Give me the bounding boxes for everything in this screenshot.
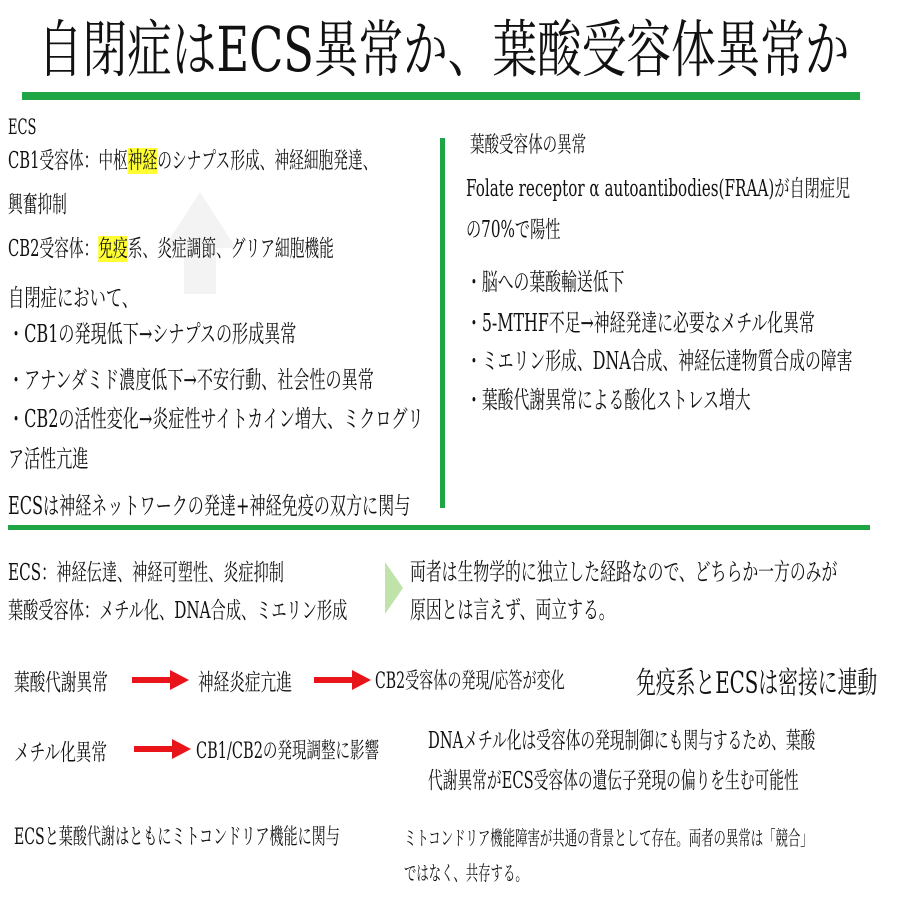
red-right-arrow-icon (132, 669, 190, 691)
methylation-note-1: DNAメチル化は受容体の発現制御にも関与するため、葉酸 (428, 728, 816, 754)
ecs-bullet-3: ・CB2の活性変化→炎症性サイトカイン増大、ミクログリ (8, 405, 424, 433)
fraa-line: Folate receptor α autoantibodies(FRAA)が自閉症児 (466, 176, 851, 202)
cb2-line (8, 230, 334, 263)
horizontal-divider (8, 525, 870, 530)
ecs-roles: ECS：神経伝達、神経可塑性、炎症抑制 (8, 560, 284, 586)
fraa-line-2: の70%で陽性 (466, 217, 561, 243)
folate-bullet-2: ・5-MTHF不足→神経発達に必要なメチル化異常 (466, 309, 815, 337)
flow-neuroinflammation: 神経炎症亢進 (198, 670, 292, 696)
right-chevron-icon (383, 560, 405, 616)
flow-folate-metabolism: 葉酸代謝異常 (14, 670, 108, 696)
cb1-prefix: CB1受容体：中枢 (8, 148, 128, 174)
mitochondria-note-2: ではなく、共存する。 (404, 861, 528, 885)
independence-line-2: 原因とは言えず、両立する。 (410, 596, 615, 624)
flow-methylation: メチル化異常 (14, 740, 108, 766)
red-right-arrow-icon (134, 738, 192, 760)
autism-intro: 自閉症において、 (8, 284, 139, 312)
methylation-note-2: 代謝異常がECS受容体の遺伝子発現の偏りを生む可能性 (428, 768, 799, 794)
cb2-highlight: 免疫 (98, 236, 128, 262)
folate-bullet-1: ・脳への葉酸輸送低下 (466, 268, 625, 296)
red-right-arrow-icon (314, 669, 372, 691)
cb1-highlight: 神経 (127, 148, 158, 174)
ecs-bullet-1: ・CB1の発現低下→シナプスの形成異常 (8, 320, 297, 348)
cb1-line-2: 興奮抑制 (8, 192, 67, 218)
folate-roles: 葉酸受容体：メチル化、DNA合成、ミエリン形成 (8, 598, 348, 624)
flow-mitochondria: ECSと葉酸代謝はともにミトコンドリア機能に関与 (14, 825, 340, 850)
ecs-bullet-2: ・アナンダミド濃度低下→不安行動、社会性の異常 (8, 366, 374, 394)
ecs-conclusion: ECSは神経ネットワークの発達+神経免疫の双方に関与 (8, 492, 411, 520)
ecs-bullet-3-cont: ア活性亢進 (8, 445, 89, 473)
vertical-divider (440, 138, 445, 508)
folate-heading: 葉酸受容体の異常 (470, 133, 587, 158)
folate-bullet-3: ・ミエリン形成、DNA合成、神経伝達物質合成の障害 (466, 347, 853, 375)
page-title: 自閉症はECS異常か、葉酸受容体異常か (38, 13, 850, 86)
flow-cb-expression: CB1/CB2の発現調整に影響 (196, 739, 380, 764)
title-underline (22, 92, 860, 100)
folate-bullet-4: ・葉酸代謝異常による酸化ストレス増大 (466, 386, 751, 414)
flow-cb2-change: CB2受容体の発現/応答が変化 (375, 669, 565, 694)
cb2-suffix: 系、炎症調節、グリア細胞機能 (127, 236, 334, 262)
mitochondria-note-1: ミトコンドリア機能障害が共通の背景として存在。両者の異常は「競合」 (404, 826, 813, 850)
cb1-suffix: のシナプス形成、神経細胞発達、 (157, 148, 378, 174)
ecs-heading: ECS (8, 115, 37, 139)
flow-immune-ecs: 免疫系とECSは密接に連動 (636, 666, 878, 701)
cb1-line (8, 142, 377, 175)
independence-line-1: 両者は生物学的に独立した経路なので、どちらか一方のみが (410, 558, 838, 586)
cb2-prefix: CB2受容体： (8, 236, 99, 262)
